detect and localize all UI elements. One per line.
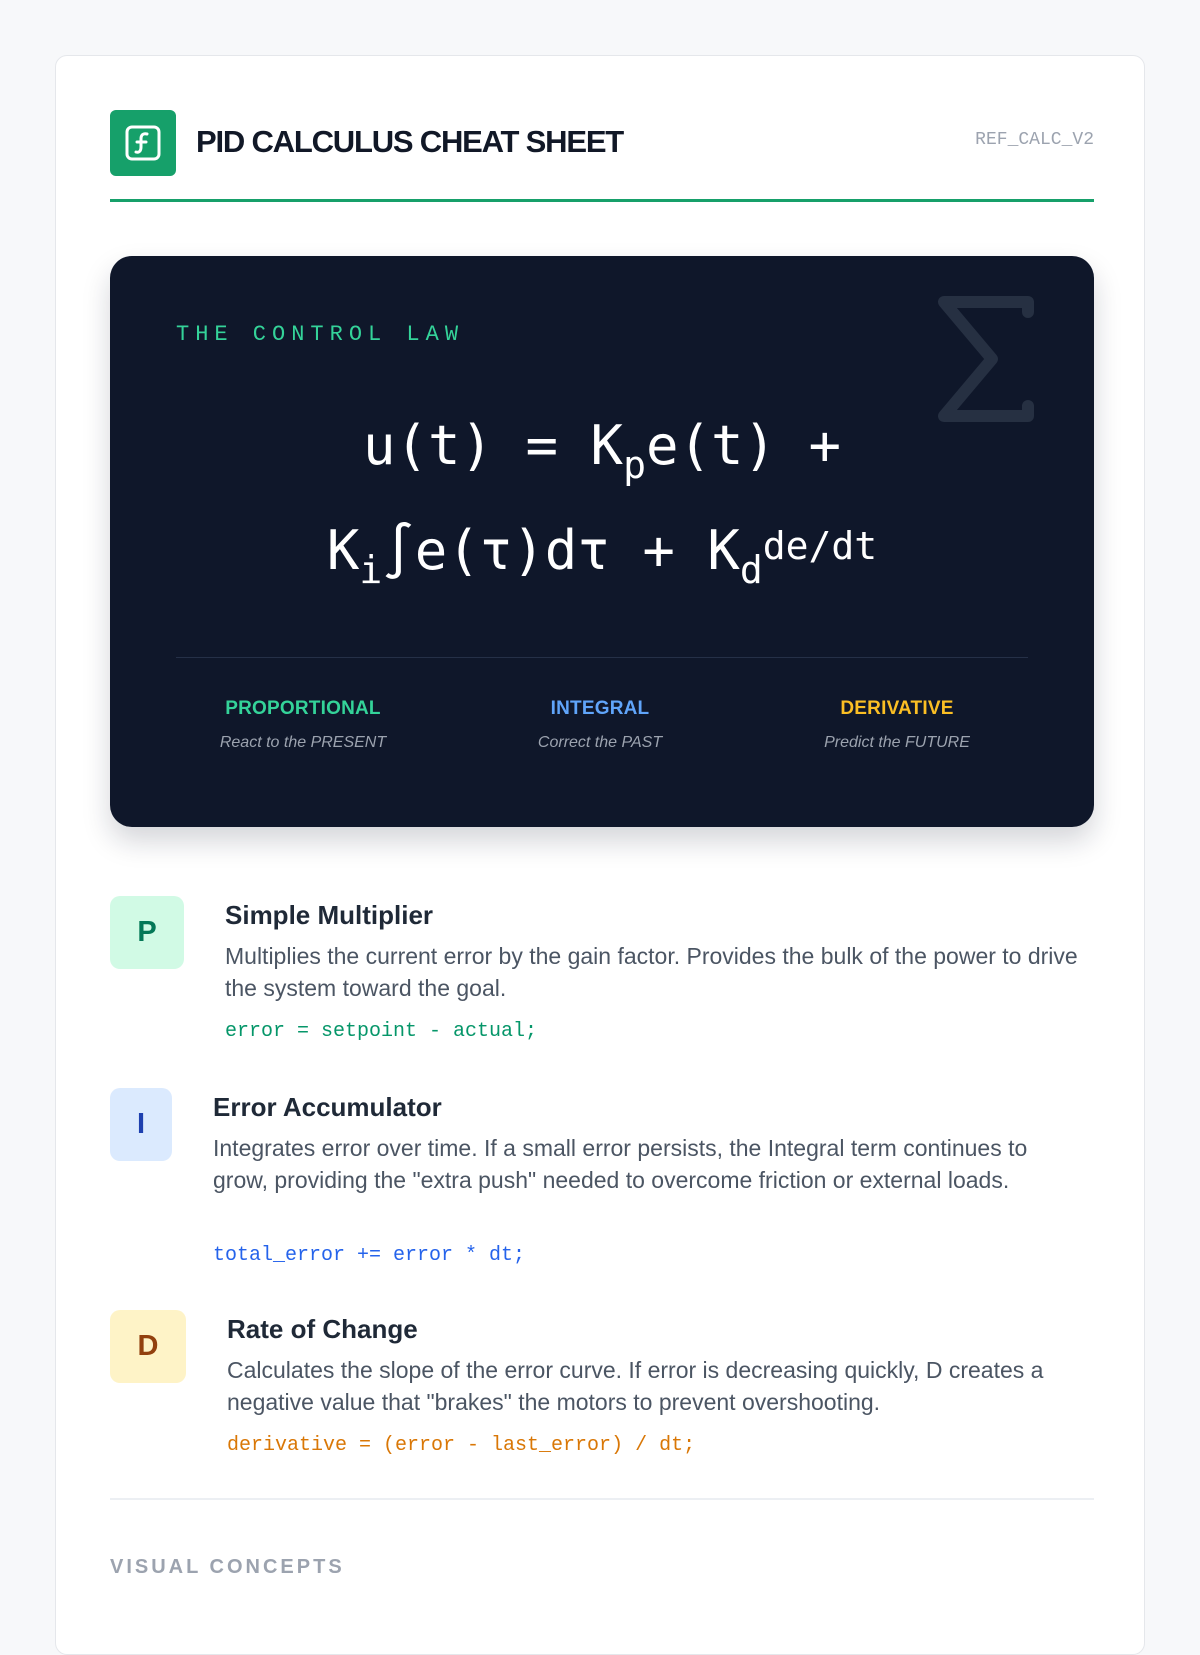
section-body: Calculates the slope of the error curve. If error is decreasing quickly, D creates a negative value that "brakes" the motors to prevent overshooting.: [227, 1357, 1044, 1415]
page-title: PID CALCULUS CHEAT SHEET: [196, 124, 624, 159]
equation-line-2: [110, 496, 1094, 601]
term-integral: [470, 698, 730, 752]
term-desc: Correct the PAST: [537, 734, 663, 751]
term-name: INTEGRAL: [550, 698, 650, 719]
term-desc: React to the PRESENT: [219, 734, 387, 751]
badge-p: P: [110, 896, 184, 969]
equation-integral: ∫e(τ)dτ + K: [382, 519, 740, 582]
section-integral: [110, 1088, 1094, 1278]
equation-ki: K: [326, 519, 360, 582]
term-derivative: [767, 698, 1027, 752]
control-law-panel: [110, 256, 1094, 827]
cheat-sheet-card: [55, 55, 1145, 1655]
section-title: Simple Multiplier: [225, 900, 434, 930]
kd-subscript: d: [739, 548, 763, 592]
section-code: total_error += error * dt;: [213, 1244, 526, 1267]
control-law-label: THE CONTROL LAW: [176, 322, 465, 347]
term-name: PROPORTIONAL: [225, 698, 381, 719]
kp-subscript: p: [623, 443, 646, 487]
reference-code: REF_CALC_V2: [975, 130, 1094, 150]
term-desc: Predict the FUTURE: [824, 734, 970, 751]
section-body: Multiplies the current error by the gain factor. Provides the bulk of the power to drive the system toward the goal.: [225, 943, 1078, 1001]
section-body: Integrates error over time. If a small error persists, the Integral term continues to grow, providing the "extra push" needed to overcome friction or external loads.: [213, 1135, 1028, 1193]
badge-d: D: [110, 1310, 186, 1383]
equation-pe: e(t) +: [645, 414, 842, 477]
section-derivative: [110, 1310, 1094, 1470]
term-proportional: [173, 698, 433, 752]
function-icon: [110, 110, 176, 176]
section-code: error = setpoint - actual;: [225, 1020, 538, 1043]
section-code: derivative = (error - last_error) / dt;: [227, 1434, 696, 1457]
equation-line-1: [110, 396, 1094, 496]
hero-divider: [176, 657, 1028, 658]
section-title: Rate of Change: [227, 1314, 418, 1344]
header: [110, 110, 1094, 202]
badge-i: I: [110, 1088, 172, 1161]
equation-dedt: de/dt: [762, 524, 878, 568]
equation-u: u(t) = K: [362, 414, 624, 477]
term-name: DERIVATIVE: [840, 698, 954, 719]
visual-concepts-heading: VISUAL CONCEPTS: [110, 1556, 345, 1578]
pid-equation: [110, 396, 1094, 601]
section-title: Error Accumulator: [213, 1092, 442, 1122]
section-divider: [110, 1498, 1094, 1500]
ki-subscript: i: [359, 548, 383, 592]
section-proportional: [110, 896, 1094, 1056]
